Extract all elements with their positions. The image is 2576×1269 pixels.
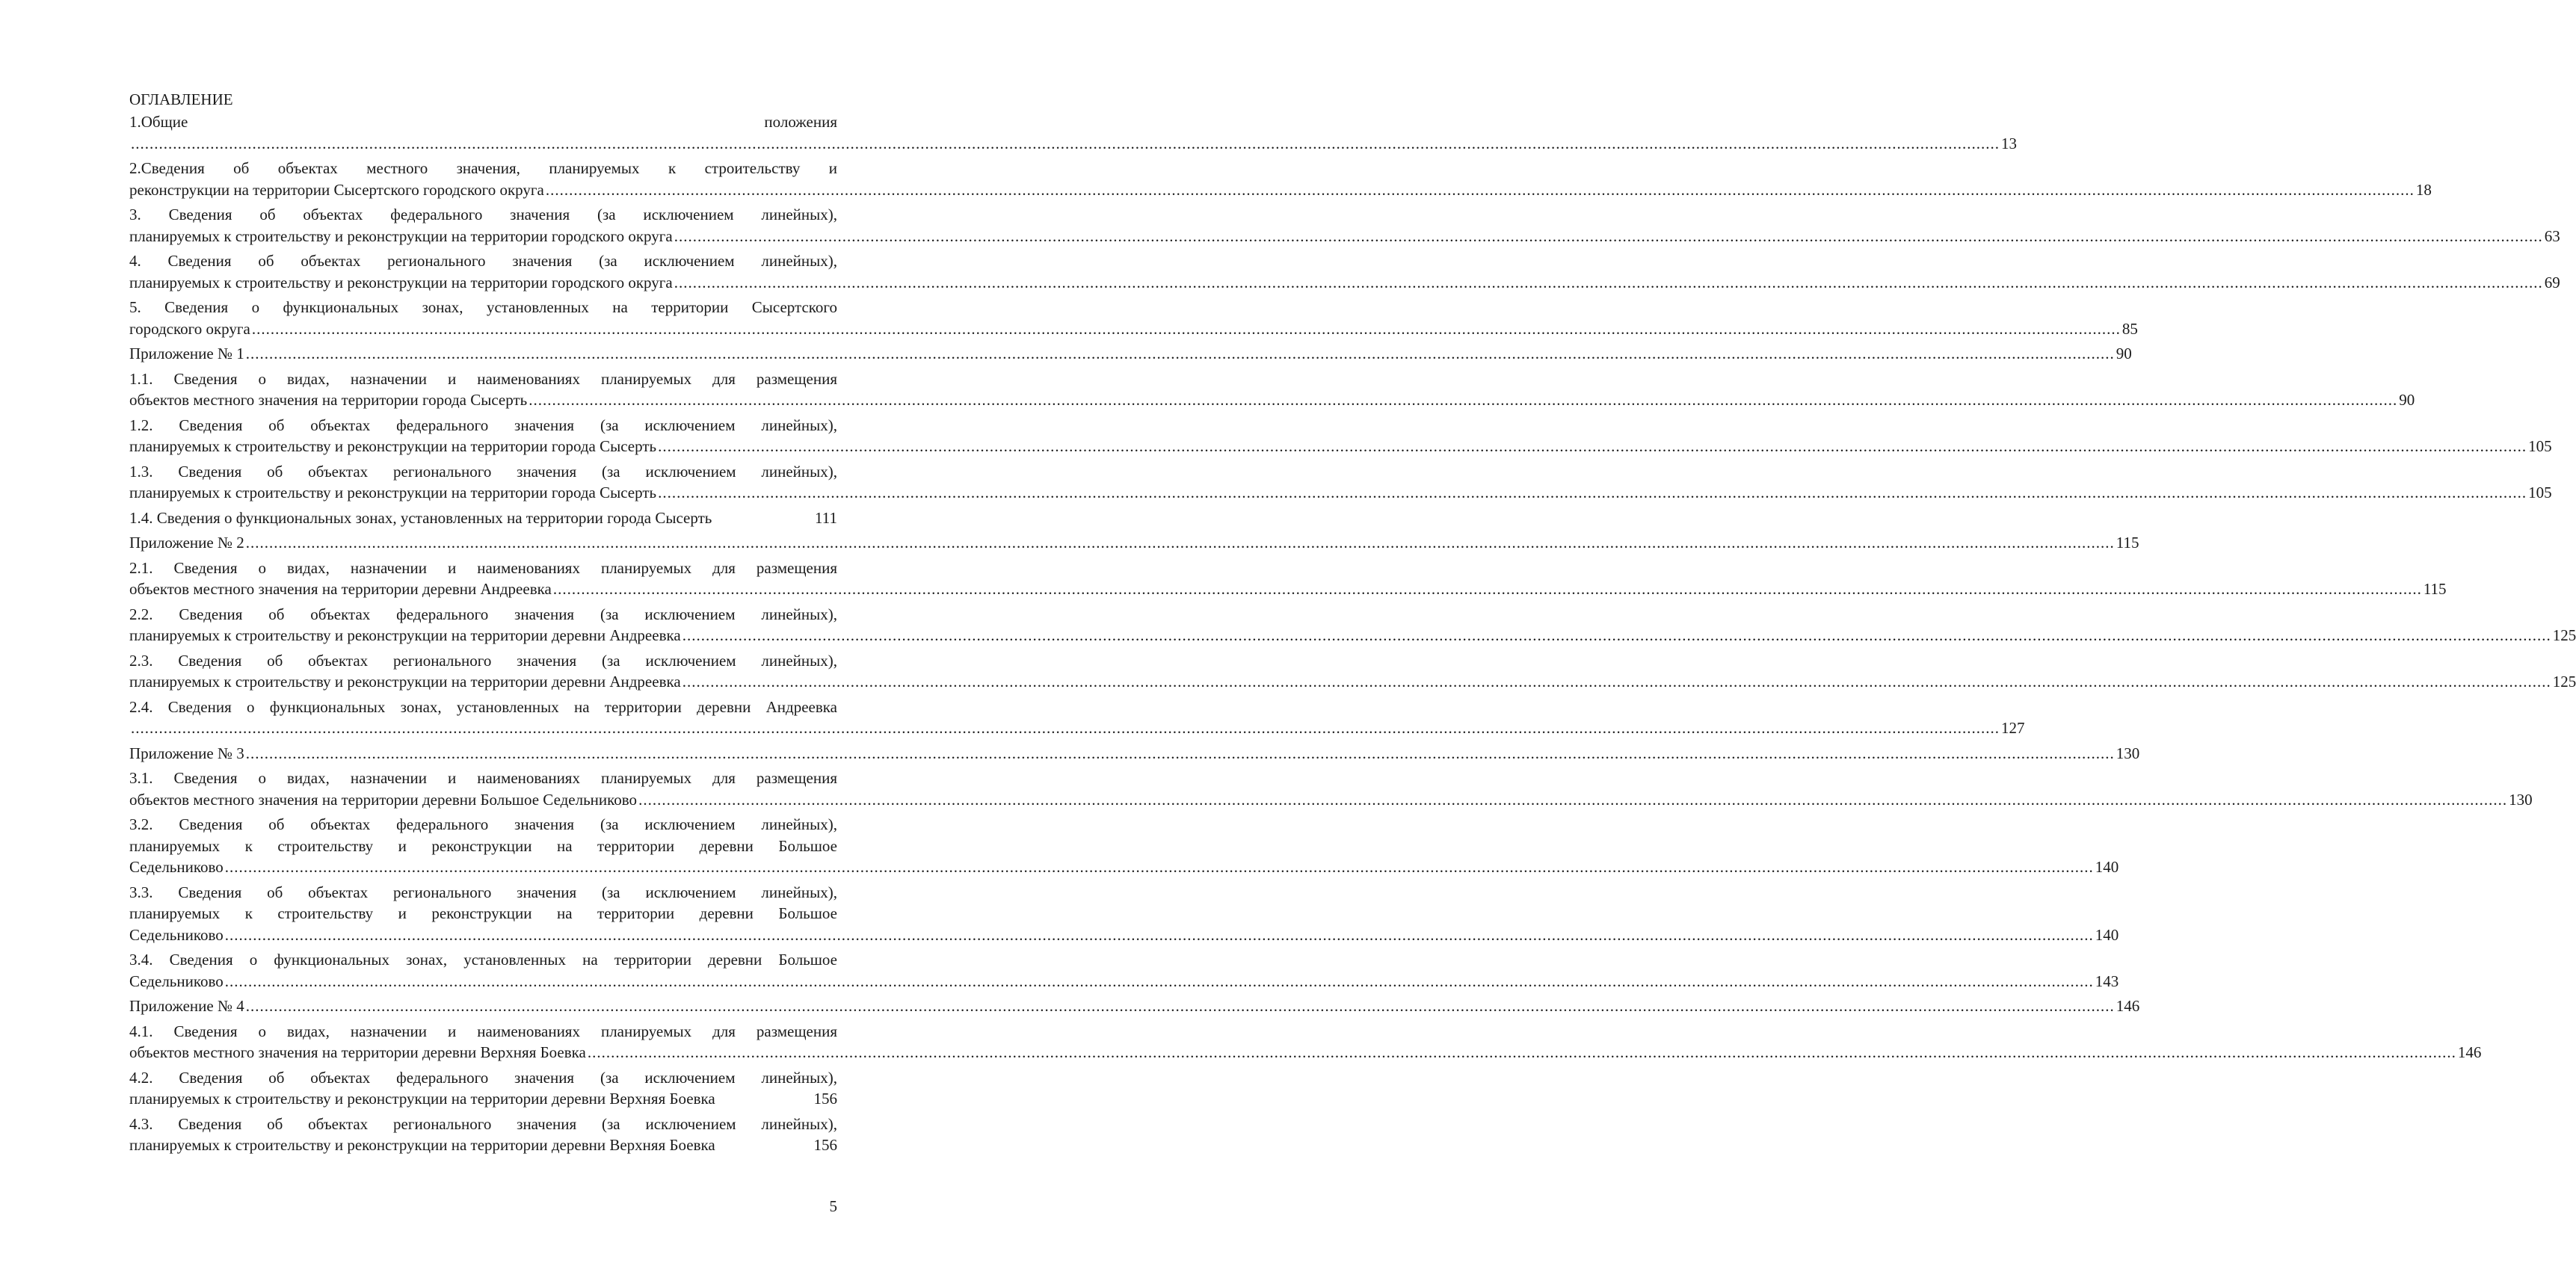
toc-entry-last-line [129, 1134, 837, 1156]
toc-entry[interactable] [129, 368, 2415, 411]
toc-entry[interactable] [129, 415, 2552, 457]
toc-entry-title: объектов местного значения на территории деревни Андреевка [129, 580, 552, 598]
toc-page-ref: 105 [2528, 437, 2552, 455]
dot-leader: ................................................................................................................................................................................................................................................................................................................................................................................................................ [245, 744, 2115, 762]
toc-page-ref: 13 [2001, 134, 2017, 152]
toc-entry-last-line [129, 625, 2576, 646]
toc-page-ref: 105 [2528, 484, 2552, 501]
dot-leader: ................................................................................................................................................................................................................................................................................................................................................................................................................ [251, 319, 2121, 338]
toc-page-ref: 146 [2457, 1043, 2482, 1061]
toc-entry-line: 5. Сведения о функциональных зонах, установленных на территории Сысертского [129, 298, 837, 316]
toc-entry-title: объектов местного значения на территории города Сысерть [129, 391, 528, 409]
toc-entry-last-line [129, 743, 2140, 765]
toc-entry-last-line [129, 971, 2119, 992]
toc-entry[interactable] [129, 1114, 837, 1156]
table-of-contents [129, 88, 2576, 1156]
toc-page-ref: 125 [2552, 626, 2576, 644]
toc-entry-title: планируемых к строительству и реконструкции на территории деревни Верхняя Боевка [129, 1090, 715, 1108]
toc-entry-line: 3.2. Сведения об объектах федерального значения (за исключением линейных), [129, 815, 837, 833]
dot-leader: ................................................................................................................................................................................................................................................................................................................................................................................................................ [224, 972, 2094, 990]
toc-entry-line: планируемых к строительству и реконструкции на территории деревни Большое [129, 904, 837, 922]
toc-entry-title: планируемых к строительству и реконструкции на территории деревни Андреевка [129, 673, 681, 691]
toc-page-ref: 90 [2116, 345, 2132, 362]
dot-leader: ................................................................................................................................................................................................................................................................................................................................................................................................................ [245, 345, 2115, 362]
toc-entry-line: 1.1. Сведения о видах, назначении и наименованиях планируемых для размещения [129, 369, 837, 388]
toc-entry-last-line [129, 482, 2552, 504]
toc-entry-last-line [129, 671, 2576, 693]
toc-entry-line: 3.1. Сведения о видах, назначении и наименованиях планируемых для размещения [129, 769, 837, 787]
toc-entry[interactable] [129, 532, 2139, 554]
toc-entry-line: 1.3. Сведения об объектах регионального значения (за исключением линейных), [129, 462, 837, 481]
toc-entry-title: Седельниково [129, 972, 224, 990]
toc-page-ref: 18 [2415, 180, 2432, 199]
toc-page-ref: 127 [2001, 719, 2025, 737]
toc-page-ref: 140 [2095, 925, 2119, 944]
toc-entry-title: реконструкции на территории Сысертского городского округа [129, 180, 544, 199]
toc-entry-last-line [129, 717, 2025, 739]
toc-entry[interactable] [129, 461, 2552, 504]
toc-entry-last-line [129, 318, 2138, 340]
toc-page-ref: 140 [2095, 858, 2119, 876]
toc-entry[interactable] [129, 204, 2560, 247]
toc-page-ref: 130 [2509, 790, 2533, 809]
toc-entry-last-line [129, 924, 2119, 946]
toc-entry-last-line [129, 179, 2432, 201]
toc-entry-title: Приложение № 1 [129, 345, 244, 362]
toc-entry-last-line [129, 789, 2533, 811]
dot-leader: ................................................................................................................................................................................................................................................................................................................................................................................................................ [674, 226, 2543, 245]
toc-entry-last-line [129, 995, 2140, 1017]
toc-entry[interactable] [129, 250, 2560, 293]
toc-entry-title: планируемых к строительству и реконструкции на территории города Сысерть [129, 437, 657, 455]
toc-entry-title: планируемых к строительству и реконструкции на территории деревни Андреевка [129, 626, 681, 644]
toc-entry[interactable] [129, 697, 2025, 739]
toc-entry[interactable] [129, 507, 837, 529]
dot-leader: ................................................................................................................................................................................................................................................................................................................................................................................................................ [224, 858, 2094, 876]
toc-entry-last-line [129, 436, 2552, 457]
toc-entry-line: 2.3. Сведения об объектах регионального значения (за исключением линейных), [129, 651, 837, 670]
dot-leader: ................................................................................................................................................................................................................................................................................................................................................................................................................ [131, 719, 2000, 737]
toc-heading: ОГЛАВЛЕНИЕ [129, 90, 233, 108]
toc-entry-line: 4. Сведения об объектах регионального значения (за исключением линейных), [129, 252, 837, 270]
toc-entry-title: планируемых к строительству и реконструкции на территории города Сысерть [129, 484, 657, 501]
toc-entry-line: 2.1. Сведения о видах, назначении и наименованиях планируемых для размещения [129, 558, 837, 577]
toc-entry-last-line [129, 343, 2132, 365]
toc-entry-line: 3.3. Сведения об объектах регионального значения (за исключением линейных), [129, 883, 837, 901]
toc-entry-title: объектов местного значения на территории деревни Верхняя Боевка [129, 1043, 586, 1061]
toc-entry-line: 4.3. Сведения об объектах регионального значения (за исключением линейных), [129, 1114, 837, 1133]
toc-page-ref: 130 [2116, 744, 2140, 762]
dot-leader: ................................................................................................................................................................................................................................................................................................................................................................................................................ [545, 180, 2415, 199]
toc-entry-line: 2.2. Сведения об объектах федерального значения (за исключением линейных), [129, 605, 837, 623]
toc-page-ref: 111 [815, 508, 837, 527]
toc-entry[interactable] [129, 604, 2576, 646]
toc-entry-title: Приложение № 4 [129, 997, 244, 1015]
toc-entry-title: объектов местного значения на территории деревни Большое Седельниково [129, 790, 638, 809]
toc-entry-line: 2.4. Сведения о функциональных зонах, установленных на территории деревни Андреевка [129, 697, 837, 716]
toc-entry[interactable] [129, 814, 2119, 878]
toc-page-ref: 156 [813, 1090, 837, 1108]
dot-leader: ................................................................................................................................................................................................................................................................................................................................................................................................................ [682, 673, 2551, 691]
dot-leader: ................................................................................................................................................................................................................................................................................................................................................................................................................ [224, 925, 2094, 944]
toc-entry-title: 1.4. Сведения о функциональных зонах, установленных на территории города Сысерть [129, 508, 712, 527]
toc-entry[interactable] [129, 995, 2140, 1017]
toc-entry-line: 1.Общие положения [129, 113, 837, 131]
toc-entry[interactable] [129, 949, 2119, 992]
toc-entry[interactable] [129, 111, 2017, 154]
toc-entry-line: 2.Сведения об объектах местного значения, планируемых к строительству и [129, 159, 837, 177]
toc-entry-title: Приложение № 3 [129, 744, 244, 762]
toc-page-ref: 115 [2116, 534, 2139, 552]
toc-page-ref: 85 [2121, 319, 2138, 338]
toc-entry-line: планируемых к строительству и реконструкции на территории деревни Большое [129, 836, 837, 855]
toc-entry-line: 4.1. Сведения о видах, назначении и наименованиях планируемых для размещения [129, 1022, 837, 1040]
toc-entry-last-line [129, 1088, 837, 1110]
toc-entry[interactable] [129, 1067, 837, 1110]
toc-page-ref: 156 [813, 1136, 837, 1154]
toc-page-ref: 146 [2116, 997, 2140, 1015]
dot-leader: ................................................................................................................................................................................................................................................................................................................................................................................................................ [682, 626, 2551, 644]
toc-entry[interactable] [129, 297, 2138, 339]
toc-entry[interactable] [129, 343, 2132, 365]
toc-entry-title: планируемых к строительству и реконструкции на территории городского округа [129, 226, 673, 245]
toc-page-ref: 63 [2544, 226, 2560, 245]
toc-entry[interactable] [129, 558, 2447, 600]
toc-entry-last-line [129, 389, 2415, 411]
toc-page-ref: 90 [2399, 391, 2415, 409]
toc-entry[interactable] [129, 158, 2432, 200]
toc-entry-title: планируемых к строительству и реконструкции на территории городского округа [129, 273, 673, 291]
toc-entry-last-line [129, 856, 2119, 878]
dot-leader: ................................................................................................................................................................................................................................................................................................................................................................................................................ [552, 580, 2422, 598]
toc-entry-last-line [129, 532, 2139, 554]
toc-entry-last-line [129, 578, 2447, 600]
toc-entry[interactable] [129, 768, 2533, 810]
toc-entry-line: 3. Сведения об объектах федерального значения (за исключением линейных), [129, 206, 837, 223]
toc-list [129, 111, 2576, 1156]
toc-entry-last-line [129, 226, 2560, 247]
dot-leader: ................................................................................................................................................................................................................................................................................................................................................................................................................ [245, 997, 2115, 1015]
toc-page-ref: 143 [2095, 972, 2119, 990]
toc-entry-line: 3.4. Сведения о функциональных зонах, установленных на территории деревни Большое [129, 951, 837, 969]
toc-entry-line: 4.2. Сведения об объектах федерального значения (за исключением линейных), [129, 1068, 837, 1087]
dot-leader: ................................................................................................................................................................................................................................................................................................................................................................................................................ [131, 134, 2000, 152]
toc-entry-title: городского округа [129, 319, 250, 338]
toc-entry-title: Приложение № 2 [129, 534, 244, 552]
toc-entry-line: 1.2. Сведения об объектах федерального значения (за исключением линейных), [129, 416, 837, 434]
toc-entry[interactable] [129, 743, 2140, 765]
toc-page-ref: 115 [2423, 580, 2447, 598]
toc-entry-last-line [129, 507, 837, 529]
toc-page-ref: 125 [2552, 673, 2576, 691]
toc-page-ref: 69 [2544, 273, 2560, 291]
toc-entry-title: Седельниково [129, 858, 224, 876]
toc-entry-title: Седельниково [129, 925, 224, 944]
toc-entry[interactable] [129, 1021, 2482, 1063]
dot-leader: ................................................................................................................................................................................................................................................................................................................................................................................................................ [658, 437, 2527, 455]
toc-entry-title: планируемых к строительству и реконструкции на территории деревни Верхняя Боевка [129, 1136, 715, 1154]
toc-entry[interactable] [129, 650, 2576, 693]
toc-entry-last-line [129, 272, 2560, 294]
dot-leader: ................................................................................................................................................................................................................................................................................................................................................................................................................ [674, 273, 2543, 291]
dot-leader: ................................................................................................................................................................................................................................................................................................................................................................................................................ [529, 391, 2398, 409]
page-number: 5 [829, 1197, 837, 1215]
dot-leader: ................................................................................................................................................................................................................................................................................................................................................................................................................ [245, 534, 2115, 552]
toc-entry-last-line [129, 1042, 2482, 1063]
toc-entry[interactable] [129, 882, 2119, 946]
dot-leader: ................................................................................................................................................................................................................................................................................................................................................................................................................ [587, 1043, 2456, 1061]
toc-entry-last-line [129, 133, 2017, 155]
dot-leader: ................................................................................................................................................................................................................................................................................................................................................................................................................ [638, 790, 2508, 809]
dot-leader: ................................................................................................................................................................................................................................................................................................................................................................................................................ [658, 484, 2527, 501]
